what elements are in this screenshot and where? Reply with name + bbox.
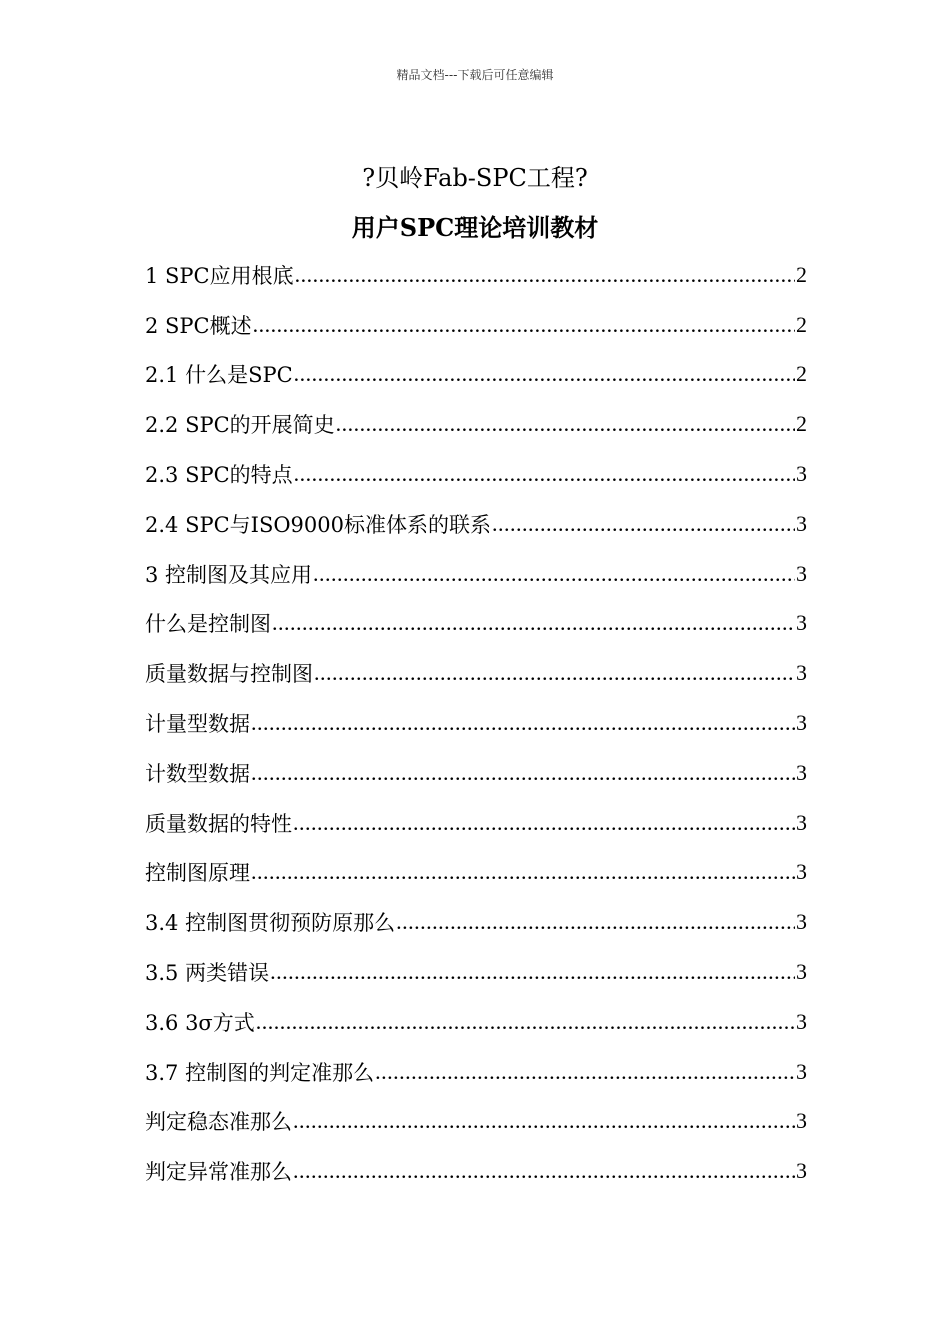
toc-entry[interactable] [145, 748, 807, 798]
toc-entry-page: 3 [796, 1058, 807, 1084]
toc-entry-page: 3 [796, 710, 807, 736]
toc-entry-title: 2.1 什么是SPC [145, 363, 293, 388]
toc-entry-title: 判定稳态准那么 [145, 1110, 292, 1135]
toc-entry-page: 2 [796, 411, 807, 437]
toc-dot-leader [492, 511, 795, 537]
toc-entry-title: 判定异常准那么 [145, 1160, 292, 1185]
toc-dot-leader [295, 262, 795, 288]
toc-entry[interactable] [145, 499, 807, 549]
toc-entry[interactable] [145, 599, 807, 649]
toc-entry-page: 3 [796, 959, 807, 985]
toc-entry[interactable] [145, 947, 807, 997]
toc-entry-page: 2 [796, 261, 807, 287]
table-of-contents [145, 250, 807, 1196]
toc-entry[interactable] [145, 399, 807, 449]
toc-dot-leader [272, 610, 795, 636]
toc-dot-leader [270, 959, 795, 985]
toc-dot-leader [336, 411, 795, 437]
toc-entry[interactable] [145, 449, 807, 499]
toc-entry-page: 2 [796, 311, 807, 337]
toc-dot-leader [253, 312, 795, 338]
toc-entry-page: 3 [796, 1108, 807, 1134]
toc-entry-title: 3.6 3σ方式 [145, 1010, 255, 1035]
toc-entry-page: 3 [796, 660, 807, 686]
toc-entry[interactable] [145, 698, 807, 748]
toc-entry-title: 质量数据的特性 [145, 811, 292, 836]
toc-entry-page: 3 [796, 610, 807, 636]
toc-entry-page: 3 [796, 759, 807, 785]
toc-entry[interactable] [145, 648, 807, 698]
toc-entry-title: 1 SPC应用根底 [145, 263, 294, 288]
page-header: 精品文档---下载后可任意编辑 [396, 68, 554, 82]
toc-entry-page: 3 [796, 909, 807, 935]
toc-entry[interactable] [145, 300, 807, 350]
toc-entry-title: 什么是控制图 [145, 612, 271, 637]
toc-dot-leader [375, 1059, 795, 1085]
toc-dot-leader [251, 760, 795, 786]
toc-dot-leader [251, 710, 795, 736]
toc-entry[interactable] [145, 997, 807, 1047]
toc-entry[interactable] [145, 1146, 807, 1196]
toc-entry-title: 2.2 SPC的开展简史 [145, 413, 335, 438]
toc-entry-title: 3.5 两类错误 [145, 961, 270, 986]
toc-dot-leader [294, 361, 795, 387]
toc-entry-title: 2 SPC概述 [145, 313, 252, 338]
toc-entry-title: 2.4 SPC与ISO9000标准体系的联系 [145, 512, 491, 537]
toc-entry-title: 控制图原理 [145, 861, 250, 886]
toc-entry-title: 3.7 控制图的判定准那么 [145, 1060, 375, 1085]
toc-entry-page: 3 [796, 461, 807, 487]
toc-dot-leader [251, 859, 795, 885]
toc-entry[interactable] [145, 549, 807, 599]
toc-dot-leader [396, 909, 795, 935]
toc-entry-page: 3 [796, 1008, 807, 1034]
toc-entry[interactable] [145, 1097, 807, 1147]
toc-entry[interactable] [145, 848, 807, 898]
toc-dot-leader [256, 1009, 795, 1035]
toc-dot-leader [294, 461, 795, 487]
toc-dot-leader [293, 810, 795, 836]
toc-dot-leader [313, 561, 795, 587]
toc-dot-leader [293, 1108, 795, 1134]
toc-entry[interactable] [145, 798, 807, 848]
toc-entry-page: 3 [796, 809, 807, 835]
toc-entry-title: 质量数据与控制图 [145, 662, 313, 687]
document-title: ?贝岭Fab-SPC工程? [362, 164, 588, 192]
toc-entry-title: 2.3 SPC的特点 [145, 463, 293, 488]
document-subtitle: 用户SPC理论培训教材 [351, 213, 599, 242]
toc-entry[interactable] [145, 350, 807, 400]
toc-entry-page: 3 [796, 859, 807, 885]
toc-entry-title: 计数型数据 [145, 761, 250, 786]
toc-entry[interactable] [145, 1047, 807, 1097]
toc-entry[interactable] [145, 250, 807, 300]
toc-dot-leader [314, 660, 795, 686]
toc-entry-page: 3 [796, 1158, 807, 1184]
toc-entry-title: 计量型数据 [145, 712, 250, 737]
toc-entry-page: 3 [796, 510, 807, 536]
toc-entry-page: 2 [796, 361, 807, 387]
toc-entry[interactable] [145, 897, 807, 947]
toc-entry-page: 3 [796, 560, 807, 586]
toc-dot-leader [293, 1158, 795, 1184]
toc-entry-title: 3 控制图及其应用 [145, 562, 313, 587]
toc-entry-title: 3.4 控制图贯彻预防原那么 [145, 911, 396, 936]
